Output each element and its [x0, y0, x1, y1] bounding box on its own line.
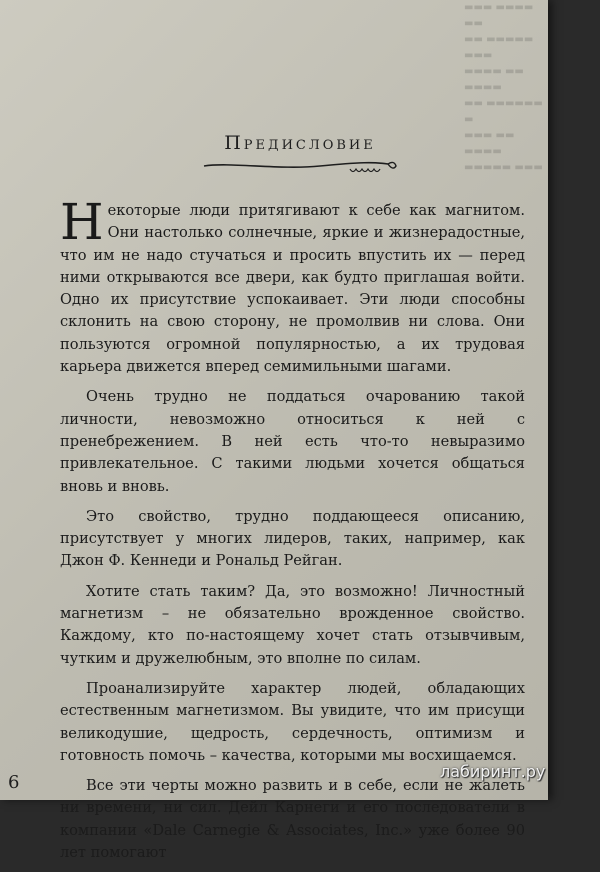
- paragraph-text: екоторые люди притягивают к себе как магнитом. Они настолько солнечные, яркие и жизнерадостные, что им не надо стучаться и просить впустить их — перед ними открываются все двери, как будто приглашая войти. Одно их присутствие успокаивает. Эти люди способны склонить на свою сторону, не промолвив ни слова. Они пользуются огромной популярностью, а их трудовая карьера движется вперед семимильными шагами.: [60, 202, 525, 376]
- paragraph: Хотите стать таким? Да, это возможно! Личностный магнетизм – не обязательно врожденное свойство. Каждому, кто по-настоящему хочет стать отзывчивым, чутким и дружелюбным, это вполне по силам.: [60, 582, 525, 667]
- drop-cap: Н: [60, 193, 104, 251]
- paragraph: Это свойство, трудно поддающееся описанию, присутствует у многих лидеров, таких, например, как Джон Ф. Кеннеди и Рональд Рейган.: [60, 507, 525, 570]
- bleed-through-text: ▬▬▬ ▬▬▬▬ ▬▬ ▬▬ ▬▬▬▬▬ ▬▬▬ ▬▬▬▬ ▬▬ ▬▬▬▬ ▬▬ ▬▬▬▬▬▬ ▬ ▬▬▬ ▬▬ ▬▬▬▬ ▬▬▬▬▬ ▬▬▬: [464, 2, 543, 173]
- page-number: 6: [8, 772, 20, 793]
- title-ornament: [200, 160, 400, 176]
- page-title: Предисловие: [224, 132, 376, 154]
- paragraph: Очень трудно не поддаться очарованию такой личности, невозможно относиться к ней с пренебрежением. В ней есть что-то невыразимо привлекательное. С такими людьми хочется общаться вновь и вновь.: [60, 388, 525, 495]
- paragraph: Проанализируйте характер людей, обладающих естественным магнетизмом. Вы увидите, что им присущи великодушие, щедрость, сердечность, оптимизм и готовность помочь – качества, которыми мы восхищаемся.: [60, 679, 525, 764]
- watermark-logo: лабиринт.ру: [440, 762, 546, 781]
- paragraph: Все эти черты можно развить и в себе, если не жалеть ни времени, ни сил. Дейл Карнеги и его последователи в компании «Dale Carnegie & Associates, Inc.» уже более 90 лет помогают: [60, 777, 525, 862]
- paragraph: [60, 193, 525, 378]
